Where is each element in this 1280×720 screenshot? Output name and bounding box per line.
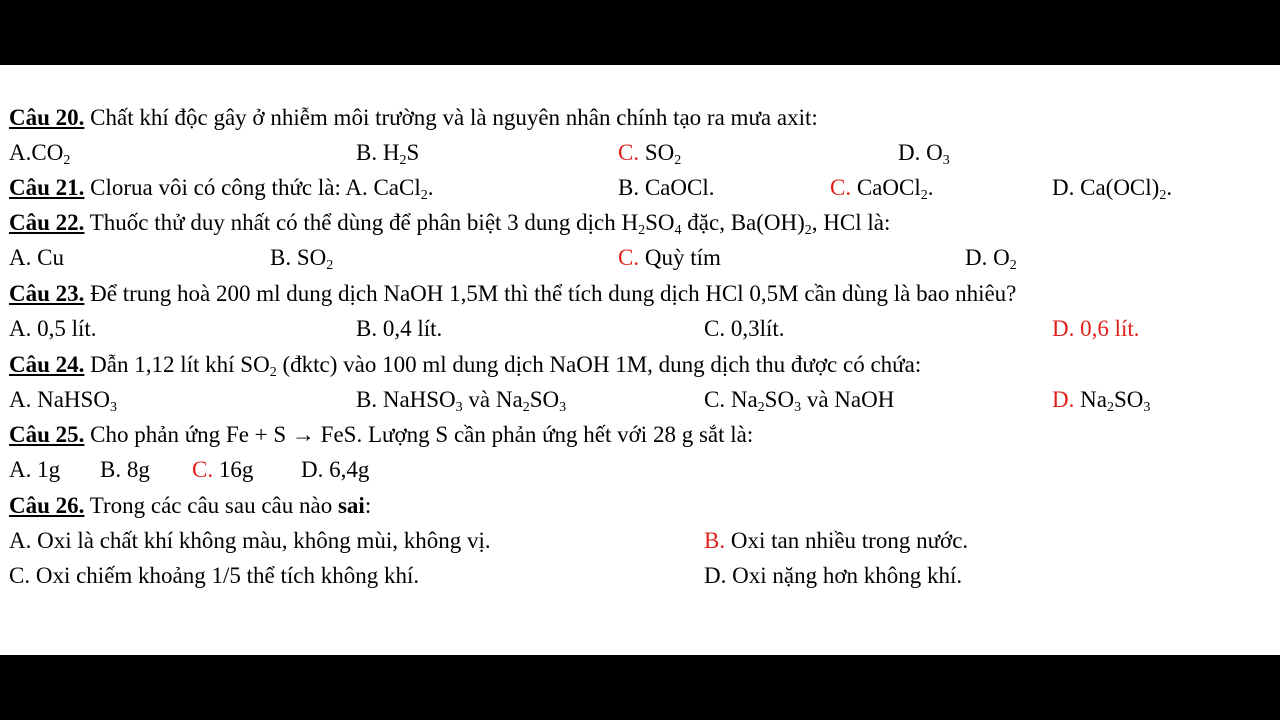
question-number: Câu 24.: [9, 352, 85, 377]
question-26-options-2: [0, 559, 1280, 593]
option-a[interactable]: A. NaHSO$_3$: [9, 387, 117, 415]
answer-letter: C.: [618, 245, 640, 270]
option-b[interactable]: B. CaOCl.: [618, 175, 715, 200]
answer-letter: D.: [1052, 387, 1075, 412]
option-d[interactable]: D. $Na_2SO_3$: [1052, 387, 1151, 415]
answer-letter: C.: [830, 175, 852, 200]
question-number: Câu 21.: [9, 175, 85, 200]
answer-letter: B.: [704, 528, 726, 553]
option-b[interactable]: B. 8g: [100, 457, 150, 482]
question-24: [0, 348, 1280, 382]
question-number: Câu 26.: [9, 493, 85, 518]
question-number: Câu 22.: [9, 210, 85, 235]
question-20: [0, 101, 1280, 135]
quiz-page: [0, 65, 1280, 655]
option-c[interactable]: C. Oxi chiếm khoảng 1/5 thể tích không khí.: [9, 563, 420, 588]
option-d[interactable]: D. 0,6 lít.: [1052, 316, 1140, 341]
question-23-options: [0, 312, 1280, 346]
question-22-stem: Câu 22. Thuốc thử duy nhất có thể dùng để phân biệt 3 dung dịch $H_2SO_4$ đặc, $Ba(OH)_2$, HCl là:: [9, 210, 891, 238]
option-a[interactable]: A. 1g: [9, 457, 61, 482]
question-text: Chất khí độc gây ở nhiễm môi trường và là nguyên nhân chính tạo ra mưa axit:: [84, 105, 818, 130]
option-c[interactable]: C. $Na_2SO_3$ và NaOH: [704, 387, 895, 415]
question-number: Câu 23.: [9, 281, 85, 306]
option-c[interactable]: C. 0,3lít.: [704, 316, 785, 341]
question-26-options-1: [0, 524, 1280, 558]
option-b[interactable]: B. $H_2S$: [356, 140, 420, 168]
option-b[interactable]: B. Oxi tan nhiều trong nước.: [704, 528, 969, 553]
option-a[interactable]: A. 0,5 lít.: [9, 316, 97, 341]
question-24-options: [0, 383, 1280, 417]
option-b[interactable]: B. 0,4 lít.: [356, 316, 443, 341]
question-26-stem: Câu 26. Trong các câu sau câu nào sai:: [9, 493, 372, 518]
question-20-stem: [9, 101, 818, 135]
option-c[interactable]: C. Quỳ tím: [618, 245, 721, 270]
option-c[interactable]: C. $SO_2$: [618, 140, 682, 168]
question-23: [0, 277, 1280, 311]
question-20-options: [0, 136, 1280, 170]
option-c[interactable]: C. CaOCl$_2$.: [830, 175, 934, 203]
question-number: Câu 20.: [9, 105, 85, 130]
question-21-stem: Câu 21. Clorua vôi có công thức là: A. CaCl$_2$.: [9, 175, 434, 203]
question-26: [0, 489, 1280, 523]
question-22: [0, 206, 1280, 240]
question-24-stem: Câu 24. Dẫn 1,12 lít khí $SO_2$ (đktc) vào 100 ml dung dịch NaOH 1M, dung dịch thu được có chứa:: [9, 352, 922, 380]
question-25: [0, 418, 1280, 452]
option-d[interactable]: D. $Ca(OCl)_2$.: [1052, 175, 1173, 203]
option-d[interactable]: D. $O_3$: [898, 140, 950, 168]
question-23-stem: Câu 23. Để trung hoà 200 ml dung dịch NaOH 1,5M thì thể tích dung dịch HCl 0,5M cần dùng là bao nhiêu?: [9, 281, 1017, 306]
question-22-options: [0, 241, 1280, 275]
option-a[interactable]: $A.CO_2$: [9, 140, 71, 168]
option-d[interactable]: D. Oxi nặng hơn không khí.: [704, 563, 963, 588]
option-a[interactable]: A. Cu: [9, 245, 64, 270]
option-d[interactable]: D. 6,4g: [301, 457, 370, 482]
option-b[interactable]: B. $SO_2$: [270, 245, 334, 273]
answer-letter: C.: [192, 457, 214, 482]
question-25-stem: Câu 25. Cho phản ứng Fe + S → FeS. Lượng S cần phản ứng hết với 28 g sắt là:: [9, 422, 754, 447]
option-a[interactable]: A. Oxi là chất khí không màu, không mùi, không vị.: [9, 528, 491, 553]
option-d[interactable]: D. $O_2$: [965, 245, 1017, 273]
option-b[interactable]: B. NaHSO$_3$ và $Na_2SO_3$: [356, 387, 567, 415]
question-21: [0, 171, 1280, 205]
question-25-options: [0, 453, 1280, 487]
answer-letter: C.: [618, 140, 640, 165]
option-c[interactable]: C. 16g: [192, 457, 254, 482]
question-number: Câu 25.: [9, 422, 85, 447]
